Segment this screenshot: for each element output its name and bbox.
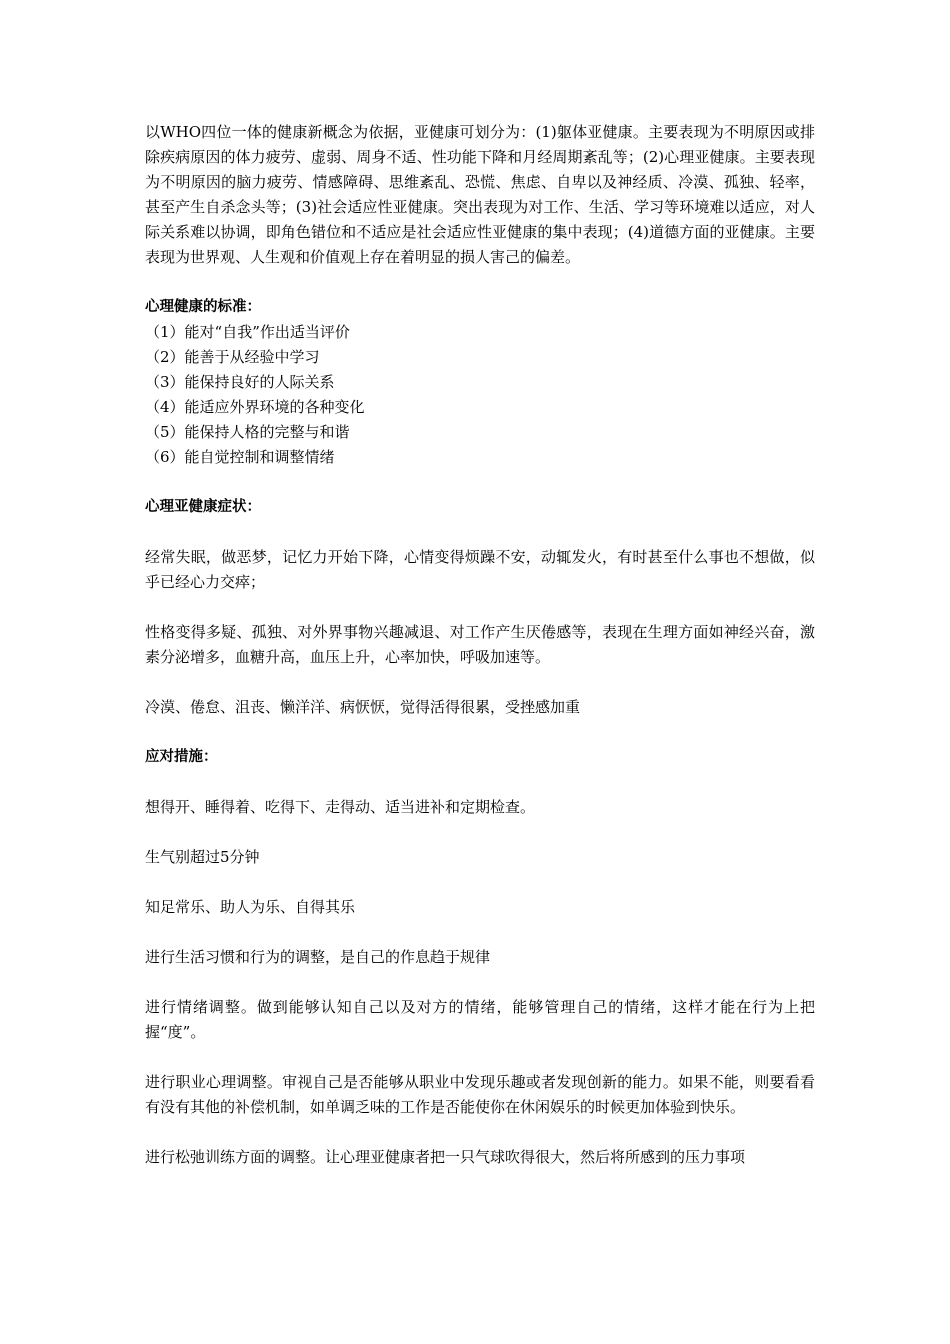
intro-paragraph: 以WHO四位一体的健康新概念为依据，亚健康可划分为：(1)躯体亚健康。主要表现为不明原因或排除疾病原因的体力疲劳、虚弱、周身不适、性功能下降和月经周期紊乱等；(2)心理亚健康。主要表现为不明原因的脑力疲劳、情感障碍、思维紊乱、恐慌、焦虑、自卑以及神经质、冷漠、孤独、轻率，甚至产生自杀念头等；(3)社会适应性亚健康。突出表现为对工作、生活、学习等环境难以适应，对人际关系难以协调，即角色错位和不适应是社会适应性亚健康的集中表现；(4)道德方面的亚健康。主要表现为世界观、人生观和价值观上存在着明显的损人害己的偏差。 bbox=[145, 123, 815, 266]
symptoms-paragraph: 经常失眠，做恶梦，记忆力开始下降，心情变得烦躁不安，动辄发火，有时甚至什么事也不想做，似乎已经心力交瘁； bbox=[145, 548, 815, 591]
standards-item: （5）能保持人格的完整与和谐 bbox=[145, 423, 350, 441]
standards-item: （6）能自觉控制和调整情绪 bbox=[145, 448, 335, 466]
measures-paragraph: 进行松弛训练方面的调整。让心理亚健康者把一只气球吹得很大，然后将所感到的压力事项 bbox=[145, 1148, 746, 1166]
symptoms-paragraph: 冷漠、倦怠、沮丧、懒洋洋、病恹恹，觉得活得很累，受挫感加重 bbox=[145, 698, 581, 716]
standards-heading: 心理健康的标准： bbox=[145, 299, 261, 315]
measures-paragraph: 想得开、睡得着、吃得下、走得动、适当进补和定期检查。 bbox=[145, 798, 536, 816]
symptoms-paragraph: 性格变得多疑、孤独、对外界事物兴趣减退、对工作产生厌倦感等，表现在生理方面如神经兴奋，激素分泌增多，血糖升高，血压上升，心率加快，呼吸加速等。 bbox=[145, 623, 815, 666]
measures-paragraph: 知足常乐、助人为乐、自得其乐 bbox=[145, 898, 356, 916]
standards-item: （1）能对“自我”作出适当评价 bbox=[145, 323, 350, 341]
document-page bbox=[145, 120, 815, 1170]
standards-item: （2）能善于从经验中学习 bbox=[145, 348, 320, 366]
standards-list bbox=[145, 320, 815, 470]
measures-heading: 应对措施： bbox=[145, 749, 218, 765]
measures-paragraph: 进行情绪调整。做到能够认知自己以及对方的情绪，能够管理自己的情绪，这样才能在行为上把握“度”。 bbox=[145, 998, 815, 1041]
symptoms-heading: 心理亚健康症状： bbox=[145, 499, 261, 515]
standards-item: （4）能适应外界环境的各种变化 bbox=[145, 398, 365, 416]
measures-paragraph: 进行职业心理调整。审视自己是否能够从职业中发现乐趣或者发现创新的能力。如果不能，则要看看有没有其他的补偿机制，如单调乏味的工作是否能使你在休闲娱乐的时候更加体验到快乐。 bbox=[145, 1073, 815, 1116]
measures-paragraph: 生气别超过5分钟 bbox=[145, 848, 260, 866]
standards-item: （3）能保持良好的人际关系 bbox=[145, 373, 335, 391]
measures-paragraph: 进行生活习惯和行为的调整，是自己的作息趋于规律 bbox=[145, 948, 491, 966]
